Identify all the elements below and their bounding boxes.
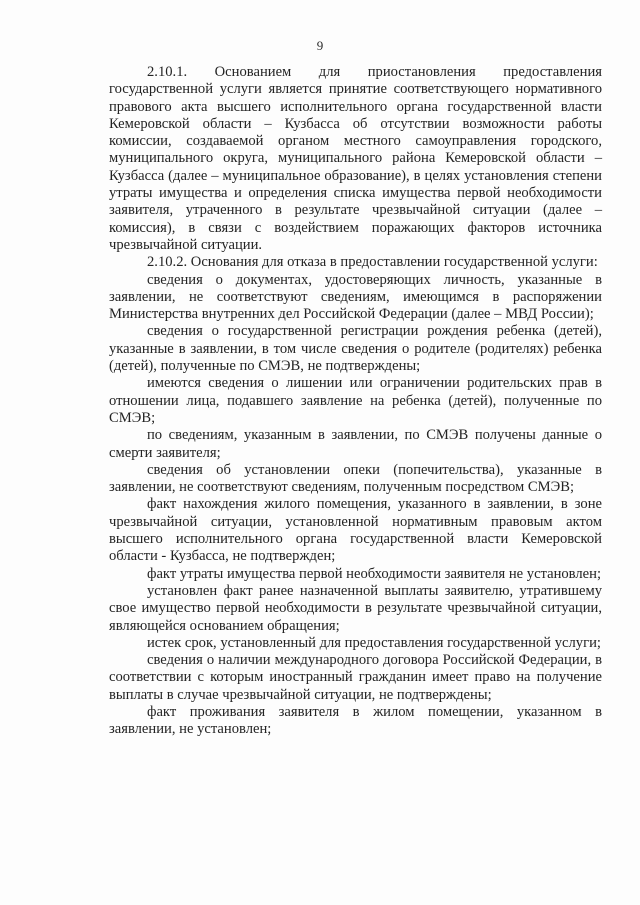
list-item: сведения о документах, удостоверяющих личность, указанные в заявлении, не соответствуют сведениям, имеющимся в распоряжении Министерства внутренних дел Российской Федерации (далее – МВД России); (109, 271, 602, 323)
list-item: сведения о наличии международного договора Российской Федерации, в соответствии с которым иностранный гражданин имеет право на получение выплаты в случае чрезвычайной ситуации, не подтверждены; (109, 652, 602, 703)
paragraph-2-10-1: 2.10.1. Основанием для приостановления предоставления государственной услуги является принятие соответствующего нормативного правового акта высшего исполнительного органа государственной власти Кемеровской области – Кузбасса об отсутствии возможности работы комиссии, создаваемой органом местного самоуправления городского, муниципального округа, муниципального района Кемеровской области – Кузбасса (далее – муниципальное образование), в целях установления степени утраты имущества и определения списка имущества первой необходимости заявителя, утраченного в результате чрезвычайной ситуации (далее – комиссия), в связи с воздействием поражающих факторов источника чрезвычайной ситуации. (109, 64, 602, 253)
list-item: факт проживания заявителя в жилом помещении, указанном в заявлении, не установлен; (109, 703, 602, 738)
list-item: истек срок, установленный для предоставления государственной услуги; (147, 634, 601, 651)
page-number: 9 (316, 38, 324, 53)
list-item: имеются сведения о лишении или ограничении родительских прав в отношении лица, подавшего заявление на ребенка (детей), полученные по СМЭВ; (109, 375, 602, 426)
list-item: по сведениям, указанным в заявлении, по СМЭВ получены данные о смерти заявителя; (109, 427, 602, 461)
list-item: установлен факт ранее назначенной выплаты заявителю, утратившему свое имущество первой необходимости в результате чрезвычайной ситуации, являющейся основанием обращения; (109, 582, 602, 634)
list-item: сведения об установлении опеки (попечительства), указанные в заявлении, не соответствуют сведениям, полученным посредством СМЭВ; (109, 461, 602, 496)
paragraph-2-10-2: 2.10.2. Основания для отказа в предоставлении государственной услуги: (147, 254, 598, 271)
list-item: факт нахождения жилого помещения, указанного в заявлении, в зоне чрезвычайной ситуации, установленной нормативным правовым актом высшего исполнительного органа государственной власти Кемеровской области - Кузбасса, не подтвержден; (109, 496, 602, 565)
list-item: факт утраты имущества первой необходимости заявителя не установлен; (147, 565, 602, 582)
document-body (109, 64, 602, 739)
list-item: сведения о государственной регистрации рождения ребенка (детей), указанные в заявлении, в том числе сведения о родителе (родителях) ребенка (детей), полученные по СМЭВ, не подтверждены; (109, 323, 602, 375)
